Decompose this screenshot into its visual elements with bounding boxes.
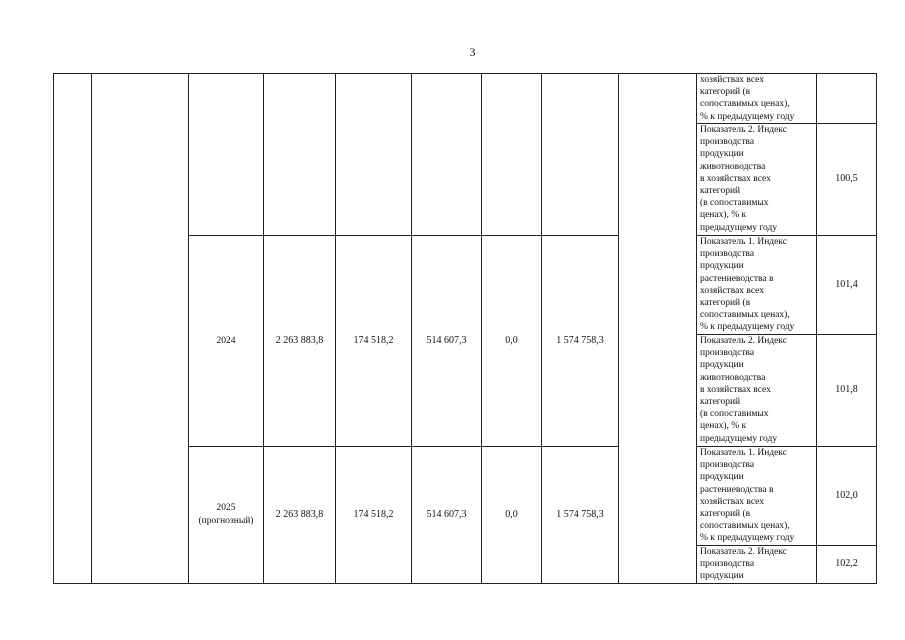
local-cell: [482, 74, 542, 236]
program-name-cell: [92, 74, 189, 584]
regional-cell: [412, 74, 482, 236]
regional-cell: 514 607,3: [412, 236, 482, 447]
page-number: 3: [469, 45, 476, 59]
year-cell: 2024: [189, 236, 264, 447]
total-cell: [264, 74, 336, 236]
indicator-value: 102,0: [817, 447, 877, 546]
regional-cell: 514 607,3: [412, 447, 482, 584]
program-funding-table: [53, 73, 877, 584]
local-cell: 0,0: [482, 236, 542, 447]
indicator-text: Показатель 2. Индекс производства продукции животноводства в хозяйствах всех категорий (в сопоставимых ценах), % к предыдущему году: [697, 335, 817, 447]
total-cell: 2 263 883,8: [264, 236, 336, 447]
indicator-text: хозяйствах всех категорий (в сопоставимых ценах), % к предыдущему году: [697, 74, 817, 124]
responsible-cell: [619, 74, 697, 584]
federal-cell: [336, 74, 412, 236]
indicator-text: Показатель 2. Индекс производства продукции животноводства в хозяйствах всех категорий (в сопоставимых ценах), % к предыдущему году: [697, 124, 817, 236]
indicator-value: [817, 74, 877, 124]
indicator-value: 101,4: [817, 236, 877, 335]
federal-cell: 174 518,2: [336, 447, 412, 584]
other-cell: [542, 74, 619, 236]
federal-cell: 174 518,2: [336, 236, 412, 447]
indicator-text: Показатель 1. Индекс производства продукции растениеводства в хозяйствах всех категорий (в сопоставимых ценах), % к предыдущему году: [697, 236, 817, 335]
number-cell: [54, 74, 92, 584]
indicator-value: 102,2: [817, 546, 877, 584]
year-cell: 2025 (прогнозный): [189, 447, 264, 584]
indicator-value: 100,5: [817, 124, 877, 236]
total-cell: 2 263 883,8: [264, 447, 336, 584]
year-cell: [189, 74, 264, 236]
local-cell: 0,0: [482, 447, 542, 584]
indicator-text: Показатель 2. Индекс производства продукции: [697, 546, 817, 584]
other-cell: 1 574 758,3: [542, 236, 619, 447]
indicator-value: 101,8: [817, 335, 877, 447]
indicator-text: Показатель 1. Индекс производства продукции растениеводства в хозяйствах всех категорий (в сопоставимых ценах), % к предыдущему году: [697, 447, 817, 546]
other-cell: 1 574 758,3: [542, 447, 619, 584]
